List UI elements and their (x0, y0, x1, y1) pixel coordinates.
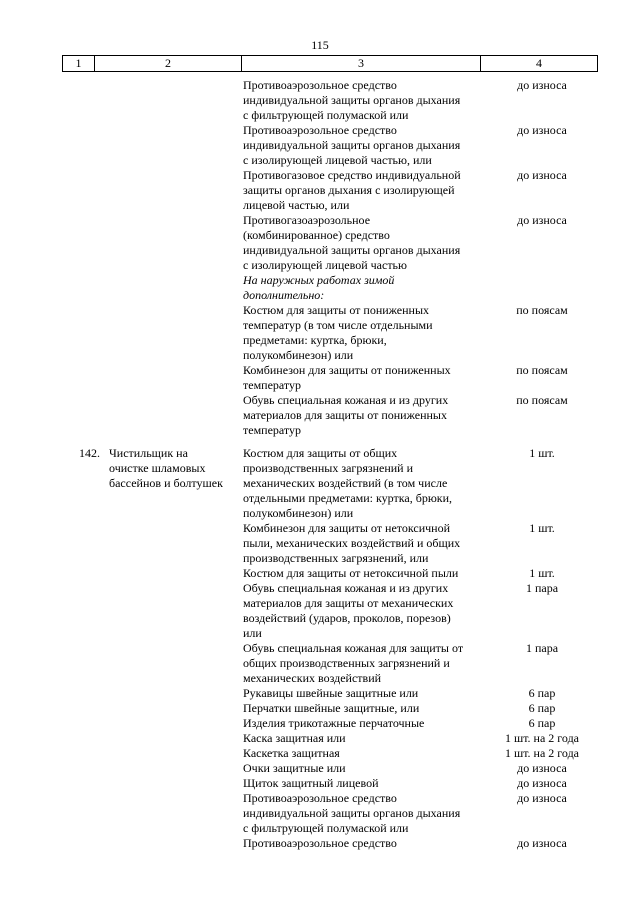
table-header (62, 55, 598, 72)
item-description-line: индивидуальной защиты органов дыхания (243, 243, 461, 257)
item-description-line: температур (243, 423, 302, 437)
item-quantity: по поясам (516, 393, 568, 407)
item-description-line: Обувь специальная кожаная и из других (243, 581, 449, 595)
item-quantity: 1 шт. (529, 521, 555, 535)
profession-line: очистке шламовых (109, 461, 206, 475)
item-description-line: температур (в том числе отдельными (243, 318, 433, 332)
item-description-line: Противогазоаэрозольное (243, 213, 371, 227)
item-description-line: Каскетка защитная (243, 746, 340, 760)
item-description-line: лицевой частью, или (243, 198, 350, 212)
item-description-line: Противогазовое средство индивидуальной (243, 168, 461, 182)
item-quantity: до износа (517, 123, 567, 137)
header-col-1: 1 (75, 56, 82, 70)
item-description-line: Очки защитные или (243, 761, 346, 775)
item-description-line: материалов для защиты от механических (243, 596, 454, 610)
item-description-line: механических воздействий (в том числе (243, 476, 448, 490)
header-col-2: 2 (165, 56, 171, 70)
item-description-line: Перчатки швейные защитные, или (243, 701, 420, 715)
header-col-4: 4 (536, 56, 542, 70)
item-description-line: (комбинированное) средство (243, 228, 390, 242)
item-quantity: до износа (517, 791, 567, 805)
item-description-line: пыли, механических воздействий и общих (243, 536, 461, 550)
item-description-line: Изделия трикотажные перчаточные (243, 716, 425, 730)
item-description-line: или (243, 626, 262, 640)
item-description-line: Противоаэрозольное средство (243, 791, 397, 805)
item-description-line: механических воздействий (243, 671, 382, 685)
item-quantity: до износа (517, 761, 567, 775)
item-description-line: Костюм для защиты от общих (243, 446, 398, 460)
item-description-line: Комбинезон для защиты от нетоксичной (243, 521, 451, 535)
item-description-line: На наружных работах зимой (243, 273, 395, 287)
item-description-line: Противоаэрозольное средство (243, 78, 397, 92)
item-description-line: индивидуальной защиты органов дыхания (243, 93, 461, 107)
item-description-line: отдельными предметами: куртка, брюки, (243, 491, 453, 505)
item-description-line: Щиток защитный лицевой (243, 776, 379, 790)
item-description-line: воздействий (ударов, проколов, порезов) (243, 611, 451, 625)
page-number: 115 (311, 38, 329, 52)
item-quantity: до износа (517, 836, 567, 850)
item-quantity: до износа (517, 776, 567, 790)
entry-number: 142. (79, 446, 100, 460)
header-col-3: 3 (358, 56, 364, 70)
item-description-line: индивидуальной защиты органов дыхания (243, 806, 461, 820)
item-description-line: Обувь специальная кожаная и из других (243, 393, 449, 407)
item-description-line: Костюм для защиты от пониженных (243, 303, 430, 317)
item-description-line: Каска защитная или (243, 731, 346, 745)
item-quantity: 1 шт. (529, 566, 555, 580)
item-quantity: 1 пара (525, 581, 559, 595)
item-description-line: производственных загрязнений и (243, 461, 414, 475)
item-quantity: до износа (517, 168, 567, 182)
item-description-line: Противоаэрозольное средство (243, 123, 397, 137)
item-description-line: с изолирующей лицевой частью (243, 258, 407, 272)
item-description-line: индивидуальной защиты органов дыхания (243, 138, 461, 152)
item-quantity: 6 пар (528, 686, 556, 700)
item-quantity: по поясам (516, 363, 568, 377)
item-description-line: общих производственных загрязнений и (243, 656, 450, 670)
item-quantity: 1 шт. (529, 446, 555, 460)
item-description-line: Противоаэрозольное средство (243, 836, 397, 850)
item-description-line: Рукавицы швейные защитные или (243, 686, 419, 700)
item-quantity: 6 пар (528, 716, 556, 730)
item-description-line: материалов для защиты от пониженных (243, 408, 447, 422)
item-description-line: Комбинезон для защиты от пониженных (243, 363, 451, 377)
item-quantity: до износа (517, 78, 567, 92)
item-description-line: температур (243, 378, 302, 392)
item-description-line: с фильтрующей полумаской или (243, 108, 409, 122)
item-description-line: полукомбинезон) или (243, 506, 354, 520)
item-quantity: 6 пар (528, 701, 556, 715)
profession-line: Чистильщик на (109, 446, 188, 460)
item-description-line: с фильтрующей полумаской или (243, 821, 409, 835)
item-quantity: 1 пара (525, 641, 559, 655)
item-quantity: 1 шт. на 2 года (504, 731, 580, 745)
item-description-line: защиты органов дыхания с изолирующей (243, 183, 455, 197)
item-description-line: с изолирующей лицевой частью, или (243, 153, 432, 167)
profession-line: бассейнов и болтушек (109, 476, 223, 490)
item-description-line: дополнительно: (243, 288, 325, 302)
item-description-line: полукомбинезон) или (243, 348, 354, 362)
item-description-line: предметами: куртка, брюки, (243, 333, 387, 347)
item-quantity: до износа (517, 213, 567, 227)
item-quantity: по поясам (516, 303, 568, 317)
item-description-line: Костюм для защиты от нетоксичной пыли (243, 566, 459, 580)
item-quantity: 1 шт. на 2 года (504, 746, 580, 760)
item-description-line: производственных загрязнений, или (243, 551, 429, 565)
item-description-line: Обувь специальная кожаная для защиты от (243, 641, 464, 655)
